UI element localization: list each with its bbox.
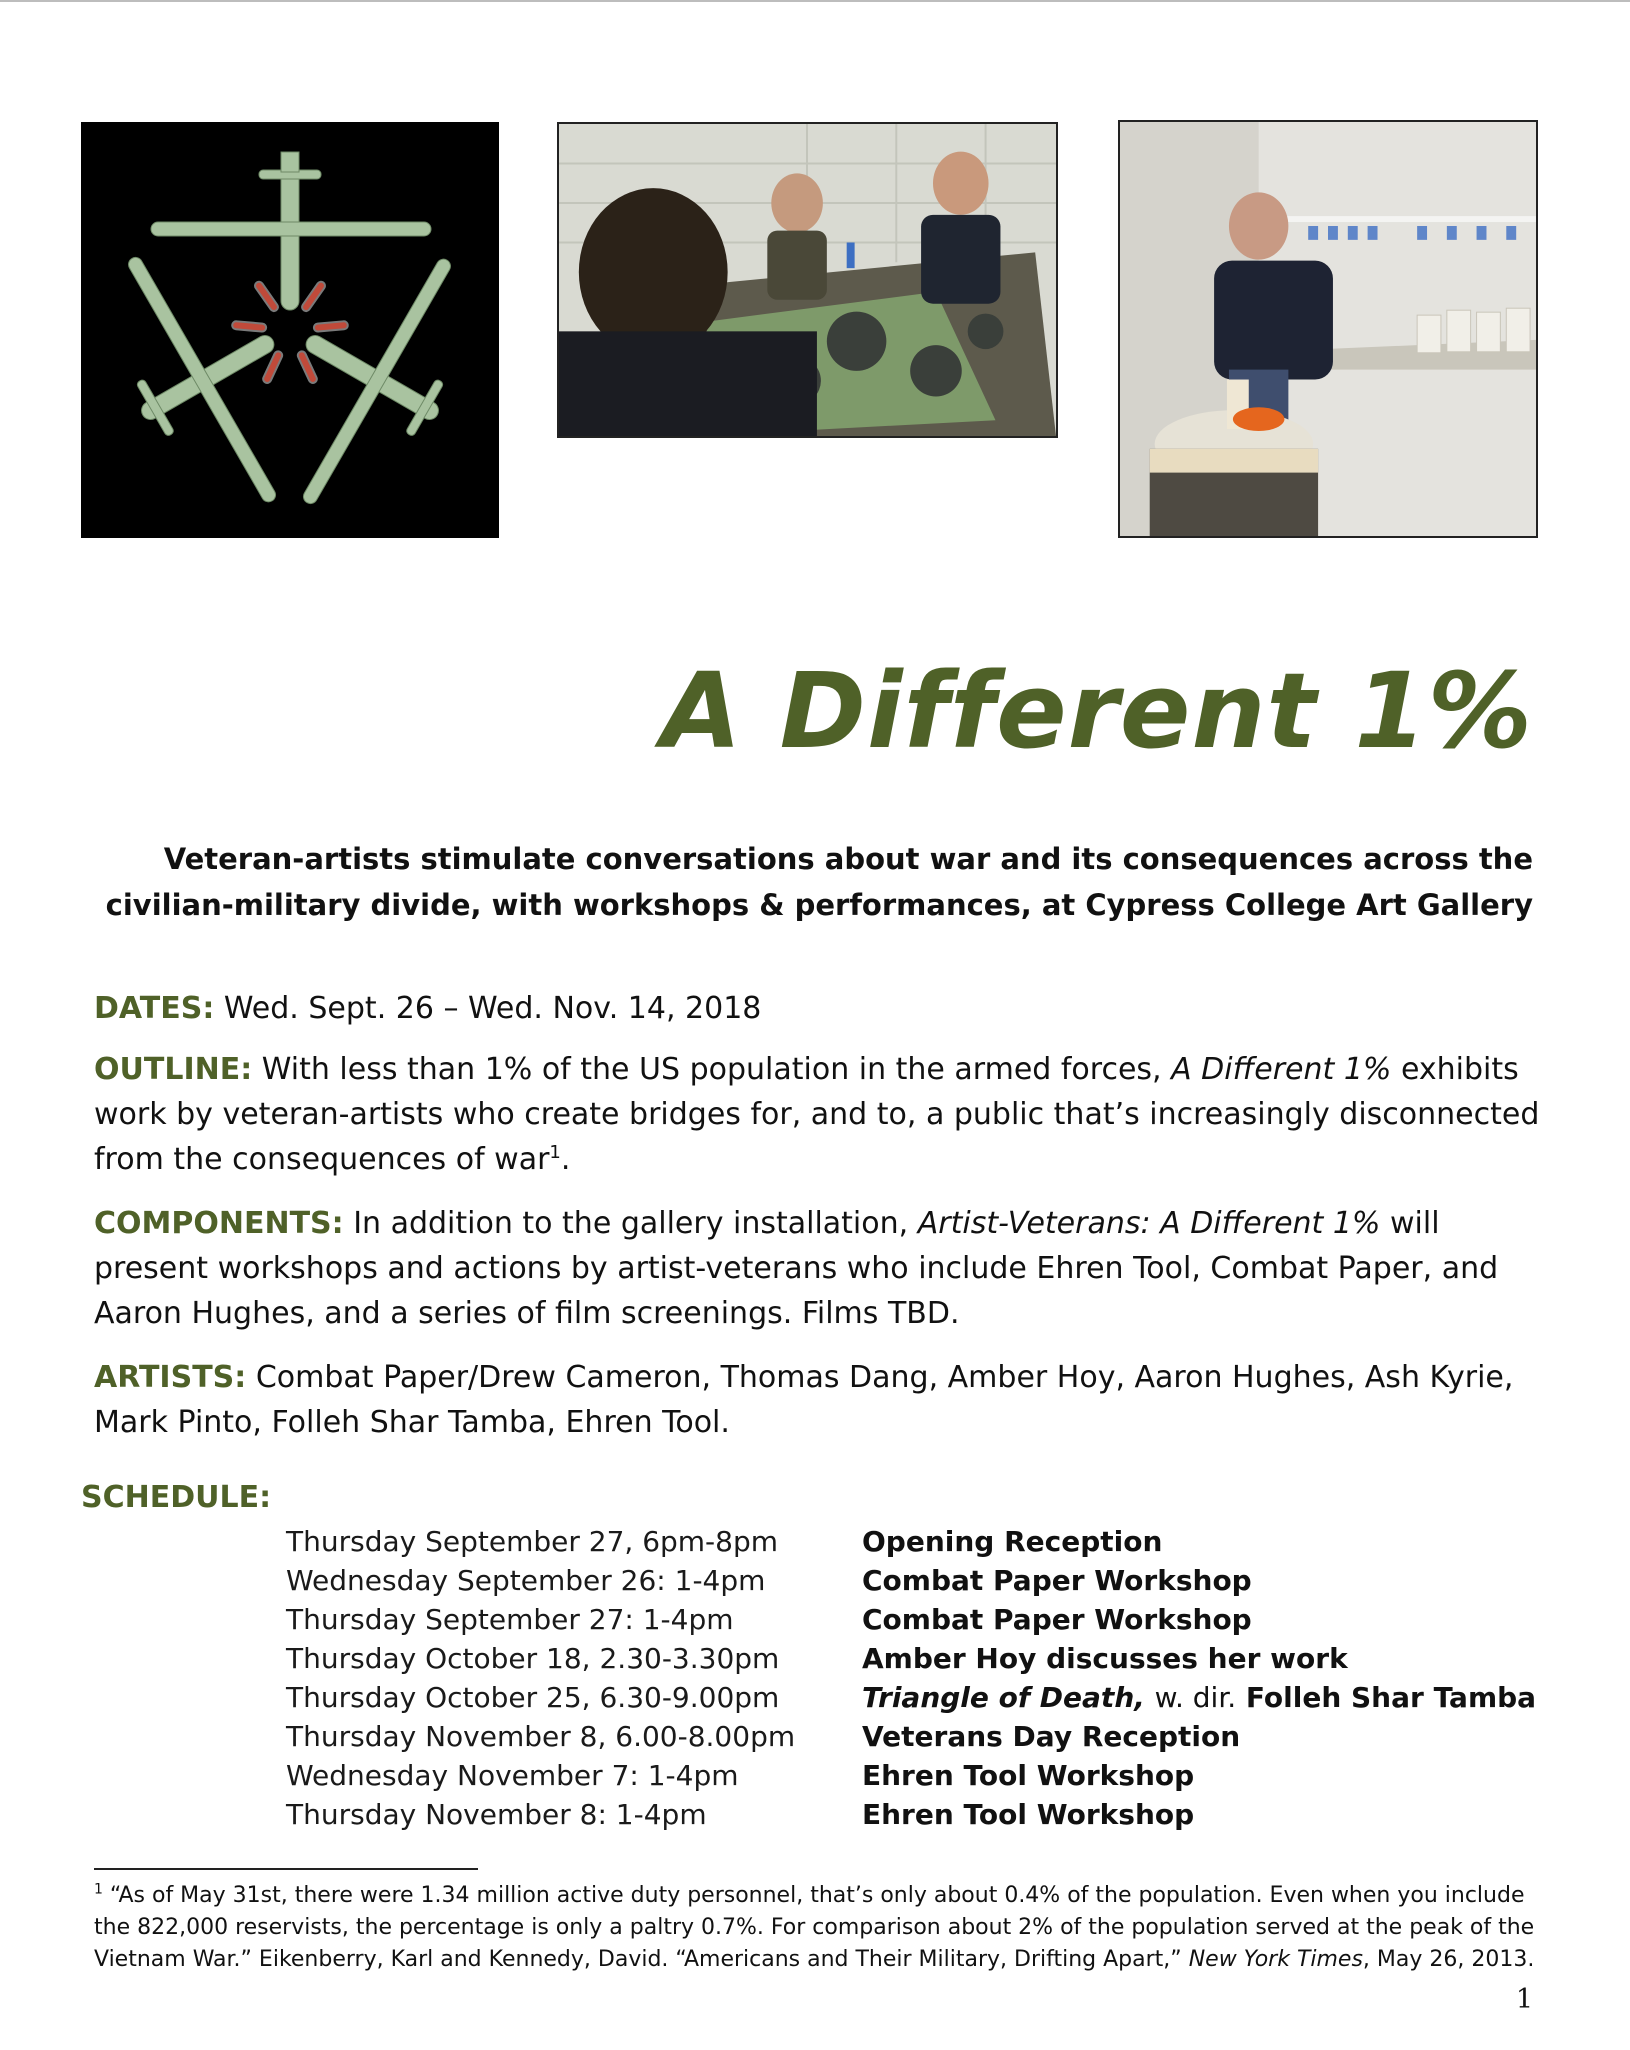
schedule-row — [286, 1561, 1556, 1600]
ehren-tool-pottery-photo — [1118, 120, 1538, 538]
schedule-event — [862, 1678, 1536, 1717]
dates-label: DATES: — [94, 991, 215, 1026]
schedule-row — [286, 1639, 1556, 1678]
schedule-event: Opening Reception — [862, 1525, 1163, 1558]
schedule-row — [286, 1678, 1556, 1717]
schedule-row — [286, 1600, 1556, 1639]
components-paragraph — [94, 1201, 1554, 1336]
artists-text: Combat Paper/Drew Cameron, Thomas Dang, Amber Hoy, Aaron Hughes, Ash Kyrie, Mark Pinto, Folleh Shar Tamba, Ehren Tool. — [94, 1360, 1514, 1440]
schedule-time: Wednesday November 7: 1-4pm — [286, 1759, 739, 1792]
combat-paper-workshop-photo — [557, 122, 1058, 438]
film-title: Triangle of Death, — [862, 1681, 1145, 1714]
subtitle: Veteran-artists stimulate conversations about war and its consequences across the civilian-military divide, with workshops & performances, at Cypress College Art Gallery — [105, 842, 1533, 922]
outline-text-1: With less than 1% of the US population in the armed forces, — [261, 1052, 1162, 1087]
artists-label: ARTISTS: — [94, 1360, 247, 1395]
footnote-divider — [94, 1868, 478, 1870]
film-director-prefix: w. dir. — [1154, 1681, 1237, 1714]
footnote-italic: New York Times — [1188, 1947, 1363, 1972]
components-text-2: will present workshops and actions by artist-veterans who include Ehren Tool, Combat Paper, and Aaron Hughes, and a series of film screenings. Films TBD. — [94, 1206, 1499, 1331]
schedule-time: Thursday September 27: 1-4pm — [286, 1603, 734, 1636]
film-director: Folleh Shar Tamba — [1245, 1681, 1537, 1714]
footnote-text-2: , May 26, 2013. — [1362, 1947, 1535, 1972]
schedule-time: Thursday November 8, 6.00-8.00pm — [286, 1720, 796, 1753]
schedule-table — [286, 1522, 1556, 1834]
outline-italic: A Different 1% — [1171, 1052, 1392, 1087]
schedule-event: Combat Paper Workshop — [862, 1564, 1252, 1597]
footnote-text-1: “As of May 31st, there were 1.34 million active duty personnel, that’s only about 0.4% of the population. Even when you include the 822,000 reservists, the percentage is only a paltry 0.7%. For comparison about 2% of the population served at the peak of the Vietnam War.” Eikenberry, Karl and Kennedy, David. “Americans and Their Military, Drifting Apart,” — [94, 1883, 1535, 1972]
schedule-event: Veterans Day Reception — [862, 1720, 1241, 1753]
outline-paragraph — [94, 1047, 1554, 1182]
footnote-reference[interactable]: 1 — [549, 1142, 561, 1163]
footnote-marker: 1 — [94, 1881, 103, 1898]
outline-label: OUTLINE: — [94, 1052, 253, 1087]
outline-text-3: . — [560, 1142, 571, 1177]
schedule-time: Wednesday September 26: 1-4pm — [286, 1564, 766, 1597]
schedule-row — [286, 1717, 1556, 1756]
components-text-1: In addition to the gallery installation, — [353, 1206, 909, 1241]
schedule-event: Combat Paper Workshop — [862, 1603, 1252, 1636]
schedule-label: SCHEDULE: — [81, 1480, 272, 1515]
dates-text: Wed. Sept. 26 – Wed. Nov. 14, 2018 — [223, 991, 762, 1026]
schedule-event: Ehren Tool Workshop — [862, 1798, 1195, 1831]
drone-sculpture-photo — [81, 122, 499, 538]
schedule-row — [286, 1522, 1556, 1561]
schedule-row — [286, 1756, 1556, 1795]
page-number: 1 — [1515, 1984, 1533, 2015]
schedule-event: Amber Hoy discusses her work — [862, 1642, 1348, 1675]
schedule-event: Ehren Tool Workshop — [862, 1759, 1195, 1792]
footnote — [94, 1880, 1544, 1976]
outline-text-2: exhibits work by veteran-artists who create bridges for, and to, a public that’s increasingly disconnected from the consequences of war — [94, 1052, 1540, 1177]
components-label: COMPONENTS: — [94, 1206, 344, 1241]
components-italic: Artist-Veterans: A Different 1% — [917, 1206, 1381, 1241]
schedule-time: Thursday November 8: 1-4pm — [286, 1798, 707, 1831]
dates-paragraph — [94, 986, 1554, 1031]
schedule-time: Thursday October 25, 6.30-9.00pm — [286, 1681, 780, 1714]
schedule-row — [286, 1795, 1556, 1834]
artists-paragraph — [94, 1355, 1554, 1445]
schedule-time: Thursday September 27, 6pm-8pm — [286, 1525, 779, 1558]
top-border — [0, 0, 1630, 2]
page-title: A Different 1% — [660, 650, 1533, 772]
schedule-time: Thursday October 18, 2.30-3.30pm — [286, 1642, 780, 1675]
